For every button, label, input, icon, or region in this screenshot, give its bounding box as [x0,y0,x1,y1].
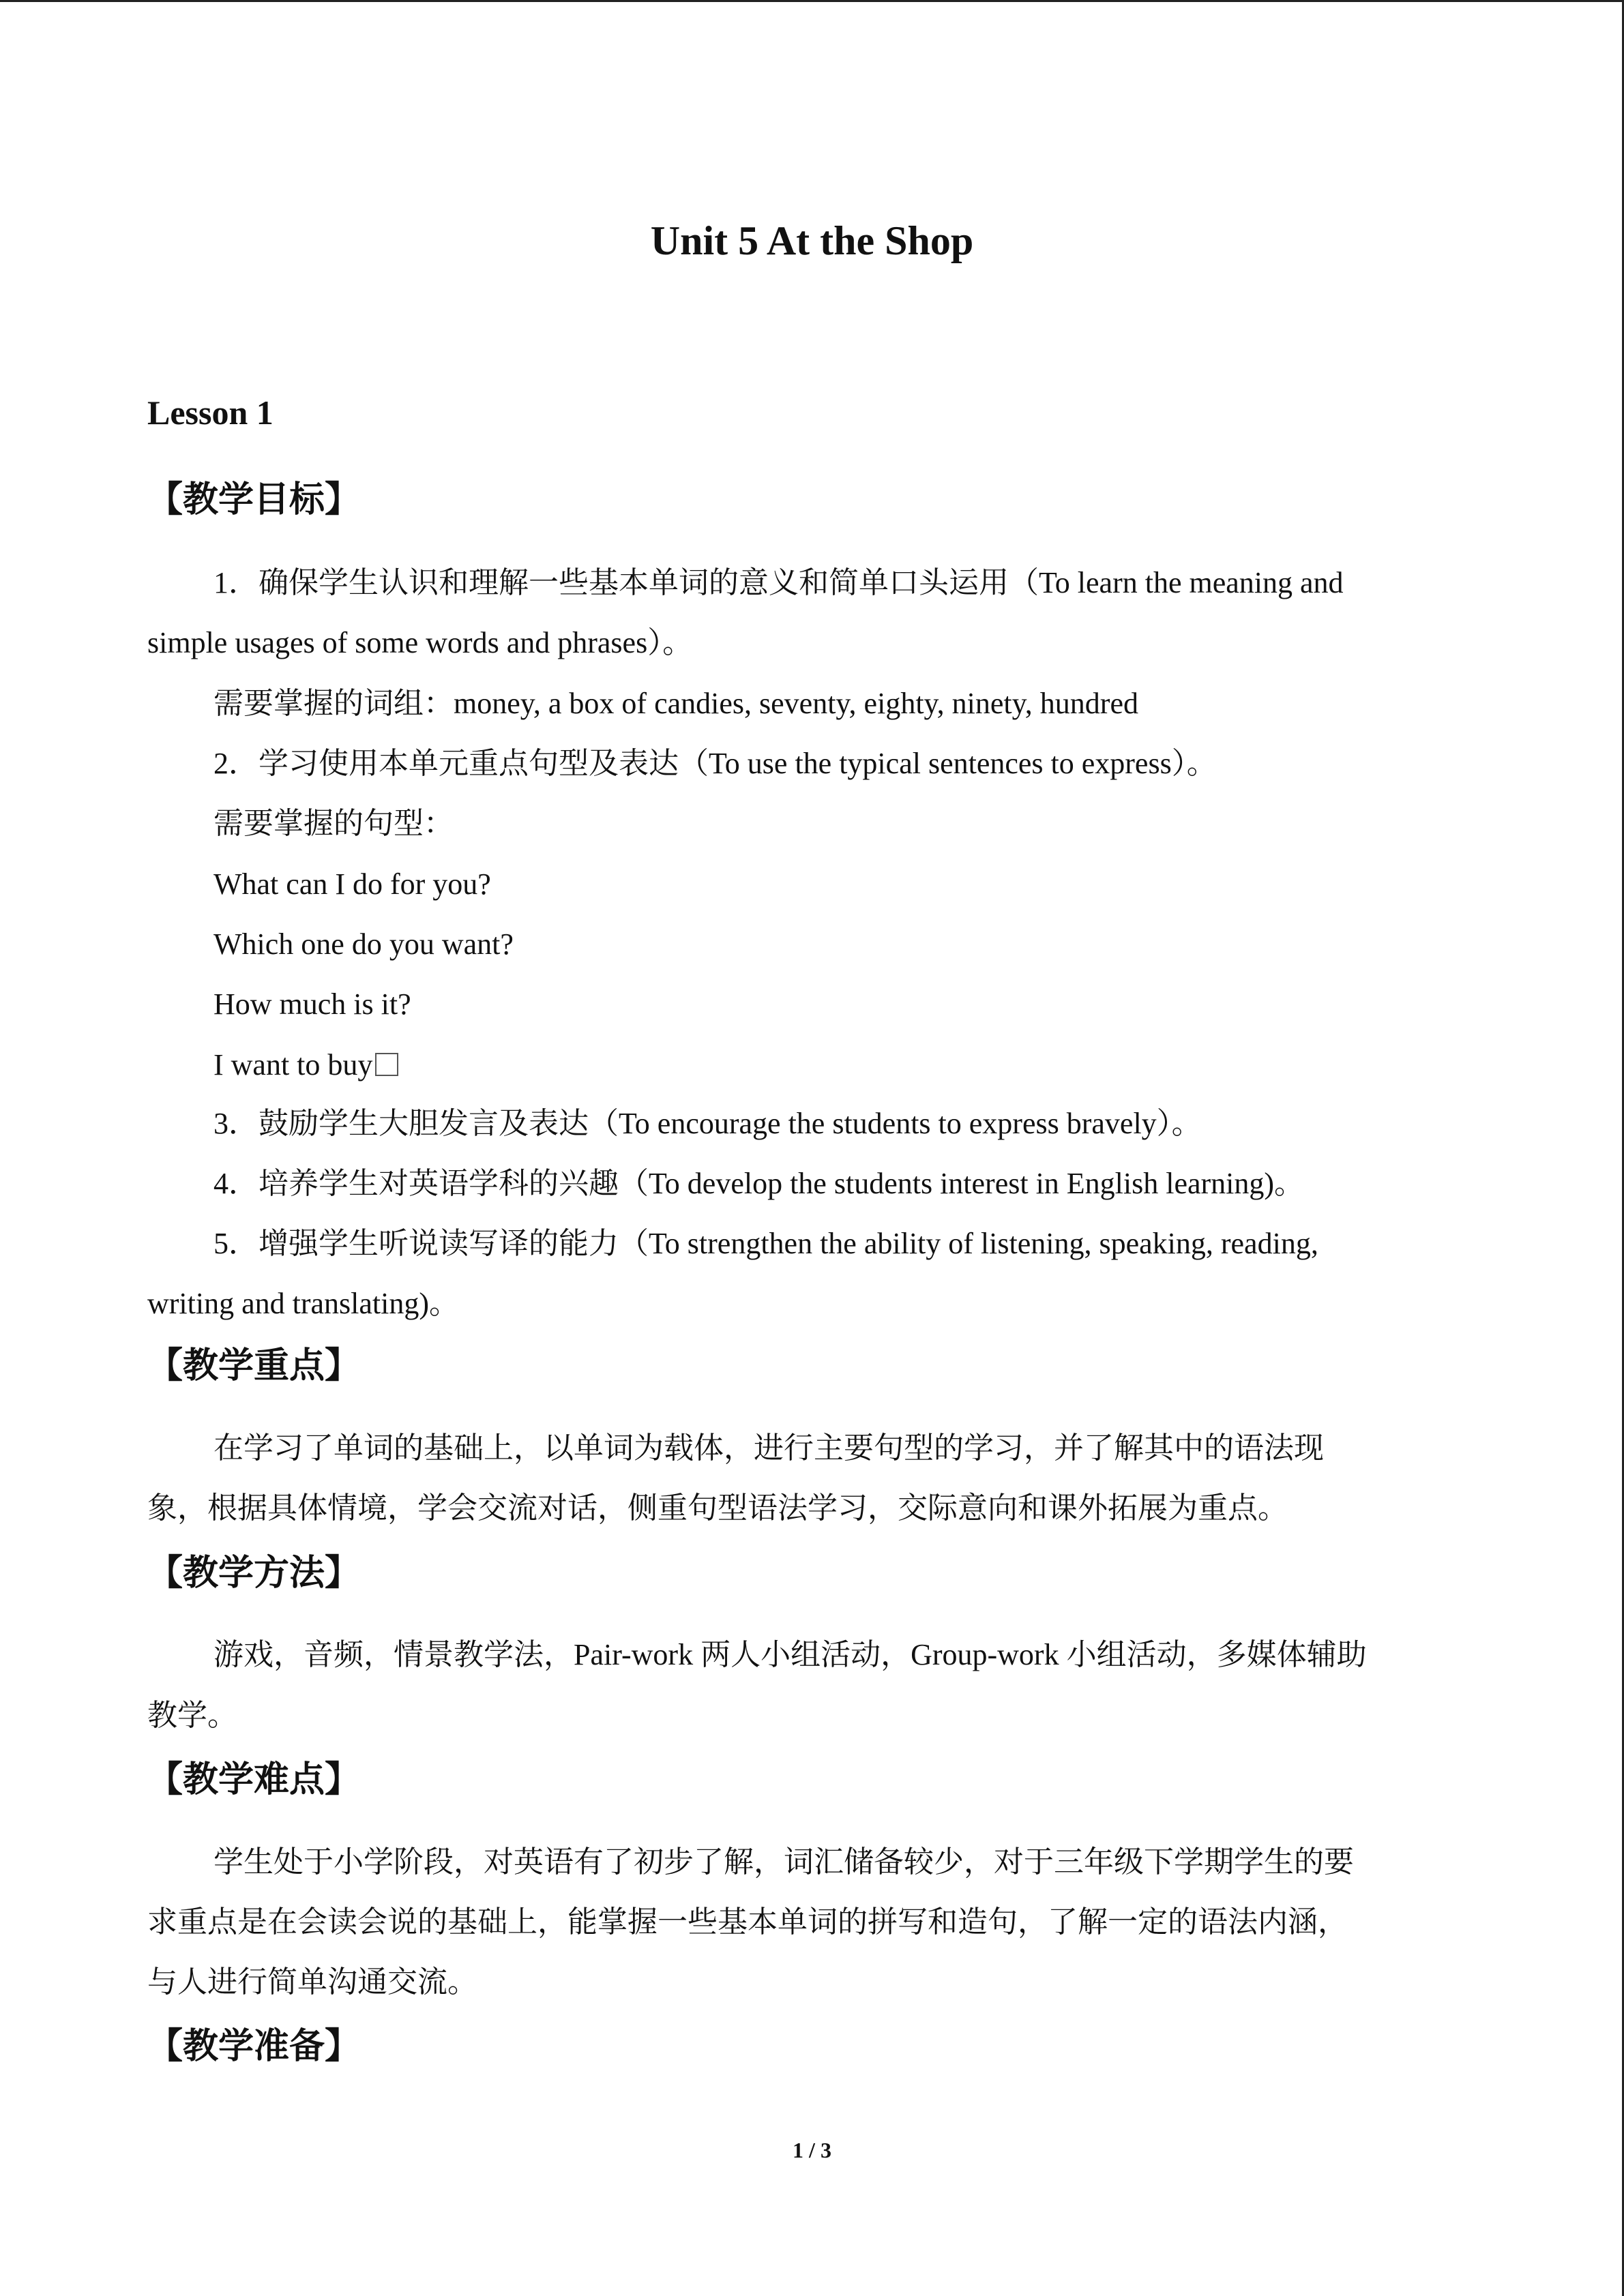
objectives-line: 5．增强学生听说读写译的能力（To strengthen the ability of listening, speaking, reading, [213,1227,1318,1260]
document-title: Unit 5 At the Shop [650,218,974,263]
sentence-pattern-line [213,1041,398,1089]
difficulties-heading: 【教学难点】 [147,1761,361,1800]
methods-line: 游戏，音频，情景教学法，Pair-work 两人小组活动，Group-work 小组活动，多媒体辅助 [213,1638,1367,1671]
sentence-pattern-line: What can I do for you? [213,867,491,901]
sentence-pattern-text: I want to buy [213,1048,373,1082]
key-points-line: 在学习了单词的基础上，以单词为载体，进行主要句型的学习，并了解其中的语法现 [213,1431,1324,1465]
sentence-pattern-line: Which one do you want? [213,927,514,961]
methods-heading: 【教学方法】 [147,1554,361,1593]
difficulties-line: 与人进行简单沟通交流。 [147,1965,477,1999]
objectives-line: 2．学习使用本单元重点句型及表达（To use the typical sentences to express）。 [213,747,1217,780]
objectives-line: 3．鼓励学生大胆发言及表达（To encourage the students to express bravely）。 [213,1107,1202,1140]
objectives-line: 需要掌握的词组：money, a box of candies, seventy, eighty, ninety, hundred [213,687,1138,720]
objectives-line: 4．培养学生对英语学科的兴趣（To develop the students interest in English learning)。 [213,1167,1305,1200]
key-points-line: 象，根据具体情境，学会交流对话，侧重句型语法学习，交际意向和课外拓展为重点。 [147,1491,1288,1525]
methods-line: 教学。 [147,1699,237,1732]
objectives-line: writing and translating)。 [147,1287,460,1320]
objectives-line: simple usages of some words and phrases）。 [147,626,693,659]
objectives-line: 1．确保学生认识和理解一些基本单词的意义和简单口头运用（To learn the meaning and [213,566,1344,599]
lesson-heading: Lesson 1 [147,393,274,432]
objectives-heading: 【教学目标】 [147,481,361,520]
page-top-border [0,0,1624,2]
difficulties-line: 求重点是在会读会说的基础上，能掌握一些基本单词的拼写和造句，了解一定的语法内涵， [147,1905,1348,1939]
missing-glyph-box-icon [375,1053,398,1076]
preparation-heading: 【教学准备】 [147,2027,361,2066]
objectives-line: 需要掌握的句型： [213,807,454,840]
page-number: 1 / 3 [793,2138,831,2162]
difficulties-line: 学生处于小学阶段，对英语有了初步了解，词汇储备较少，对于三年级下学期学生的要 [213,1845,1354,1879]
key-points-heading: 【教学重点】 [147,1347,361,1386]
sentence-pattern-line: How much is it? [213,987,411,1021]
